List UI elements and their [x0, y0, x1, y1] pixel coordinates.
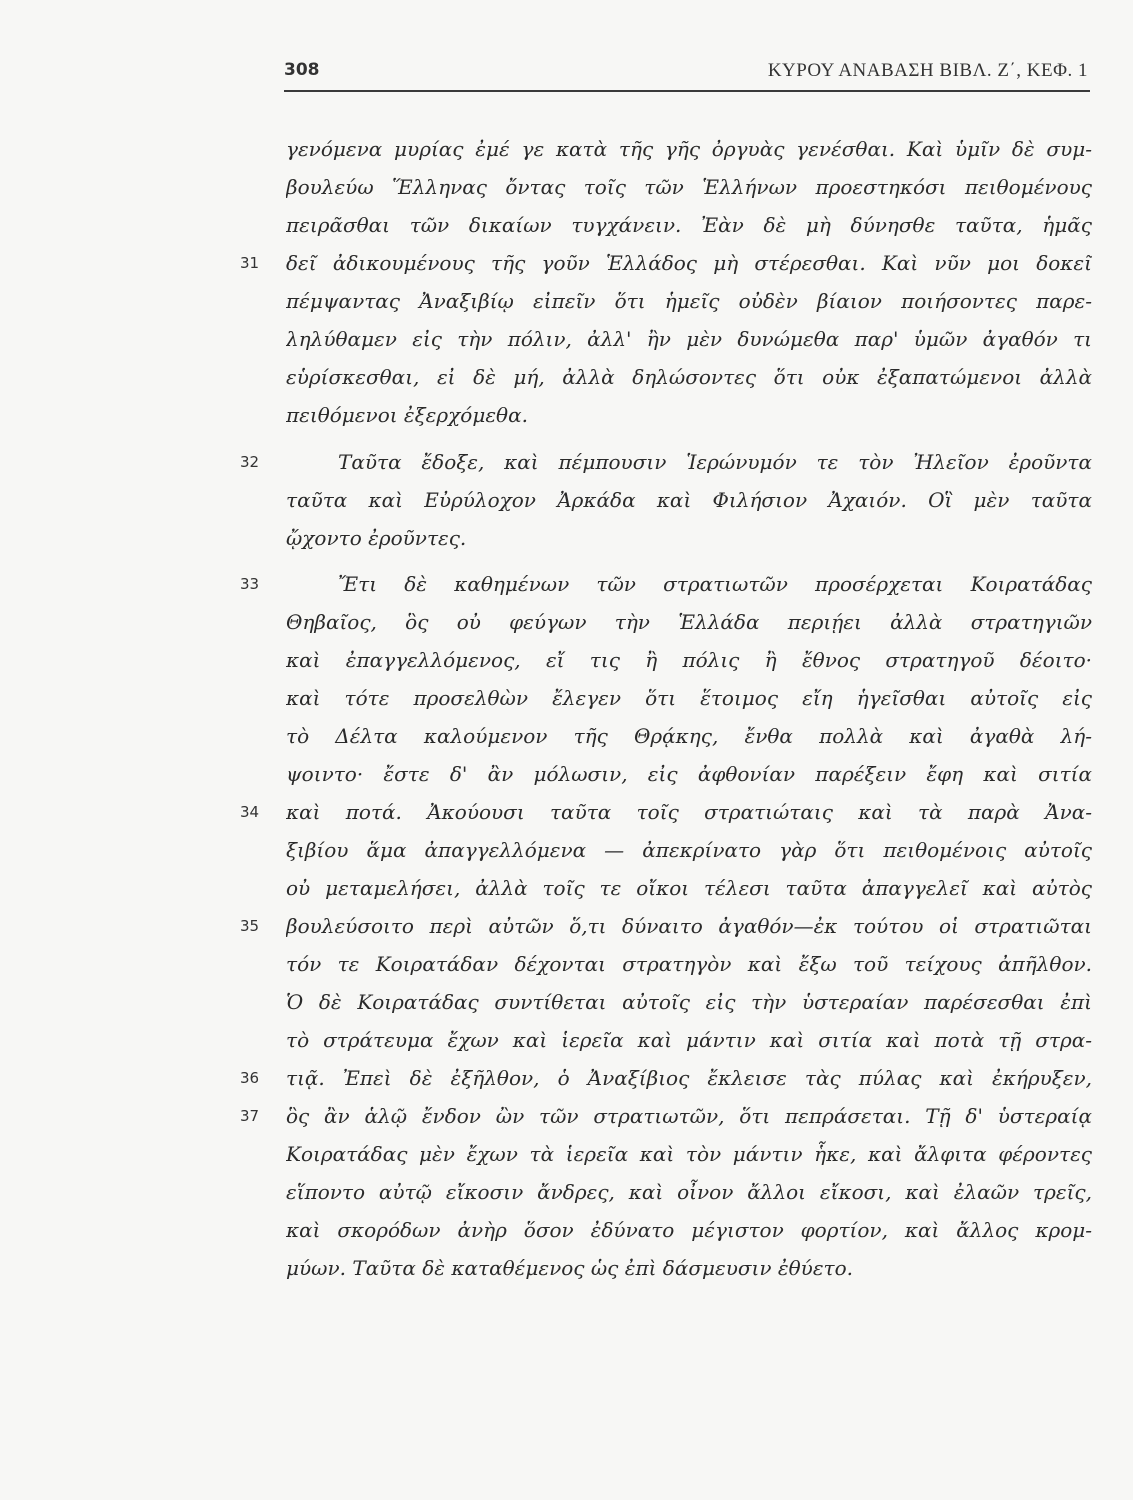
- text-line: βουλεύω Ἕλληνας ὄντας τοῖς τῶν Ἑλλήνων προεστηκόσι πειθομένους: [286, 175, 1092, 199]
- text-line: καὶ σκορόδων ἀνὴρ ὅσον ἐδύνατο μέγιστον φορτίον, καὶ ἄλλος κρομ-: [286, 1218, 1092, 1242]
- text-line: Ὁ δὲ Κοιρατάδας συντίθεται αὐτοῖς εἰς τὴν ὑστεραίαν παρέσεσθαι ἐπὶ: [286, 990, 1092, 1014]
- text-line: ληλύθαμεν εἰς τὴν πόλιν, ἀλλ' ἢν μὲν δυνώμεθα παρ' ὑμῶν ἀγαθόν τι: [286, 327, 1092, 351]
- text-line: Θηβαῖος, ὃς οὐ φεύγων τὴν Ἑλλάδα περιῄει ἀλλὰ στρατηγιῶν: [286, 610, 1092, 634]
- section-number: 33: [240, 575, 260, 593]
- text-line: τὸ Δέλτα καλούμενον τῆς Θρᾴκης, ἔνθα πολλὰ καὶ ἀγαθὰ λή-: [286, 724, 1092, 748]
- page-number: 308: [284, 60, 320, 80]
- section-number: 37: [240, 1107, 260, 1125]
- text-line: ταῦτα καὶ Εὐρύλοχον Ἀρκάδα καὶ Φιλήσιον Ἀχαιόν. Οἳ μὲν ταῦτα: [286, 488, 1092, 512]
- text-line: μύων. Ταῦτα δὲ καταθέμενος ὡς ἐπὶ δάσμευσιν ἐθύετο.: [286, 1256, 854, 1280]
- text-line: καὶ ἐπαγγελλόμενος, εἴ τις ἢ πόλις ἢ ἔθνος στρατηγοῦ δέοιτο·: [286, 648, 1092, 672]
- text-line: ψοιντο· ἔστε δ' ἂν μόλωσιν, εἰς ἀφθονίαν παρέξειν ἔφη καὶ σιτία: [286, 762, 1092, 786]
- text-line: πειρᾶσθαι τῶν δικαίων τυγχάνειν. Ἐὰν δὲ μὴ δύνησθε ταῦτα, ἡμᾶς: [286, 213, 1092, 237]
- section-number: 34: [240, 803, 260, 821]
- text-line: Κοιρατάδας μὲν ἔχων τὰ ἱερεῖα καὶ τὸν μάντιν ἧκε, καὶ ἄλφιτα φέροντες: [286, 1142, 1092, 1166]
- text-line: τὸ στράτευμα ἔχων καὶ ἱερεῖα καὶ μάντιν καὶ σιτία καὶ ποτὰ τῇ στρα-: [286, 1028, 1092, 1052]
- section-number: 35: [240, 917, 260, 935]
- text-line: πειθόμενοι ἐξερχόμεθα.: [286, 403, 528, 427]
- text-line: τιᾷ. Ἐπεὶ δὲ ἐξῆλθον, ὁ Ἀναξίβιος ἔκλεισε τὰς πύλας καὶ ἐκήρυξεν,: [286, 1066, 1092, 1090]
- text-line: εὑρίσκεσθαι, εἰ δὲ μή, ἀλλὰ δηλώσοντες ὅτι οὐκ ἐξαπατώμενοι ἀλλὰ: [286, 365, 1092, 389]
- text-line: πέμψαντας Ἀναξιβίῳ εἰπεῖν ὅτι ἡμεῖς οὐδὲν βίαιον ποιήσοντες παρε-: [286, 289, 1092, 313]
- page-header: [284, 58, 1090, 92]
- text-line: οὐ μεταμελήσει, ἀλλὰ τοῖς τε οἴκοι τέλεσι ταῦτα ἀπαγγελεῖ καὶ αὐτὸς: [286, 876, 1092, 900]
- section-number: 36: [240, 1069, 260, 1087]
- text-line: εἵποντο αὐτῷ εἴκοσιν ἄνδρες, καὶ οἶνον ἄλλοι εἴκοσι, καὶ ἐλαῶν τρεῖς,: [286, 1180, 1092, 1204]
- text-line: καὶ ποτά. Ἀκούουσι ταῦτα τοῖς στρατιώταις καὶ τὰ παρὰ Ἀνα-: [286, 800, 1092, 824]
- text-line: Ἔτι δὲ καθημένων τῶν στρατιωτῶν προσέρχεται Κοιρατάδας: [338, 572, 1092, 596]
- text-line: δεῖ ἀδικουμένους τῆς γοῦν Ἑλλάδος μὴ στέρεσθαι. Καὶ νῦν μοι δοκεῖ: [286, 251, 1092, 275]
- text-line: ὃς ἂν ἁλῷ ἔνδον ὢν τῶν στρατιωτῶν, ὅτι πεπράσεται. Τῇ δ' ὑστεραίᾳ: [286, 1104, 1092, 1128]
- text-line: ᾤχοντο ἐροῦντες.: [286, 526, 467, 550]
- section-number: 31: [240, 254, 260, 272]
- running-head: ΚΥΡΟΥ ΑΝΑΒΑΣΗ ΒΙΒΛ. Ζ΄, ΚΕΦ. 1: [767, 60, 1088, 81]
- text-line: καὶ τότε προσελθὼν ἔλεγεν ὅτι ἕτοιμος εἴη ἡγεῖσθαι αὐτοῖς εἰς: [286, 686, 1092, 710]
- text-line: ξιβίου ἅμα ἀπαγγελλόμενα — ἀπεκρίνατο γὰρ ὅτι πειθομένοις αὐτοῖς: [286, 838, 1092, 862]
- section-number: 32: [240, 453, 260, 471]
- text-line: Ταῦτα ἔδοξε, καὶ πέμπουσιν Ἱερώνυμόν τε τὸν Ἠλεῖον ἐροῦντα: [338, 450, 1092, 474]
- text-line: γενόμενα μυρίας ἐμέ γε κατὰ τῆς γῆς ὀργυὰς γενέσθαι. Καὶ ὑμῖν δὲ συμ-: [286, 137, 1092, 161]
- text-line: βουλεύσοιτο περὶ αὐτῶν ὅ,τι δύναιτο ἀγαθόν—ἐκ τούτου οἱ στρατιῶται: [286, 914, 1092, 938]
- text-line: τόν τε Κοιρατάδαν δέχονται στρατηγὸν καὶ ἔξω τοῦ τείχους ἀπῆλθον.: [286, 952, 1092, 976]
